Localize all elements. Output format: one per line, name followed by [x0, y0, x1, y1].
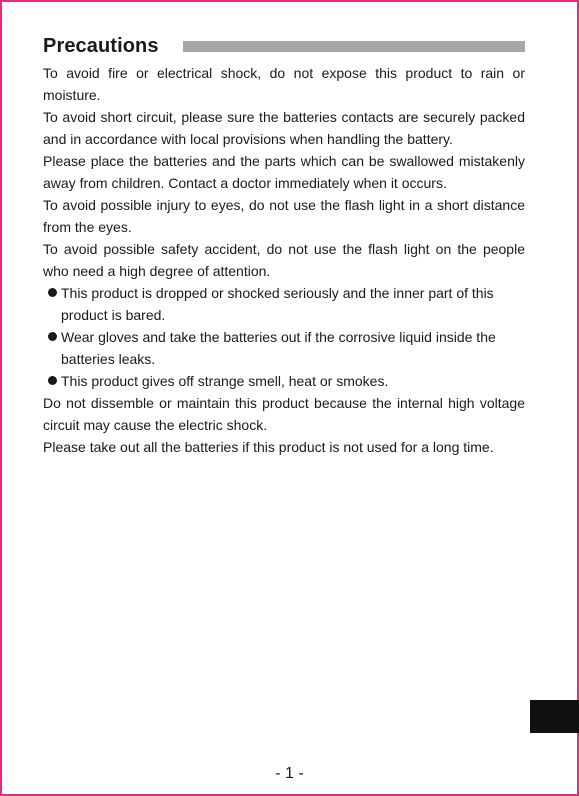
bullet-dot-icon — [48, 288, 57, 297]
list-item-text: This product is dropped or shocked seriously and the inner part of this product is bared. — [61, 285, 494, 323]
precautions-body — [43, 62, 525, 458]
paragraph-short-circuit: To avoid short circuit, please sure the batteries contacts are securely packed and in accordance with local provisions when handling the battery. — [43, 109, 525, 147]
paragraph-safety-accident: To avoid possible safety accident, do not use the flash light on the people who need a high degree of attention. — [43, 241, 525, 279]
list-item — [43, 326, 525, 370]
bullet-dot-icon — [48, 376, 57, 385]
list-item — [43, 370, 525, 392]
chapter-side-tab — [530, 700, 579, 733]
page-number: - 1 - — [275, 765, 304, 782]
title-rule-bar — [183, 41, 525, 52]
list-item-text: This product gives off strange smell, heat or smokes. — [61, 373, 389, 389]
page-title: Precautions — [43, 35, 159, 57]
paragraph-eye-injury: To avoid possible injury to eyes, do not use the flash light in a short distance from the eyes. — [43, 197, 525, 235]
section-header — [43, 33, 525, 59]
paragraph-swallow-hazard: Please place the batteries and the parts which can be swallowed mistakenly away from children. Contact a doctor immediately when it occurs. — [43, 153, 525, 191]
paragraph-do-not-dissemble: Do not dissemble or maintain this product because the internal high voltage circuit may cause the electric shock. — [43, 395, 525, 433]
bullet-dot-icon — [48, 332, 57, 341]
paragraph-remove-batteries: Please take out all the batteries if this product is not used for a long time. — [43, 439, 494, 455]
list-item-text: Wear gloves and take the batteries out if the corrosive liquid inside the batteries leaks. — [61, 329, 496, 367]
bullet-list — [43, 282, 525, 392]
list-item — [43, 282, 525, 326]
paragraph-fire-shock: To avoid fire or electrical shock, do not expose this product to rain or moisture. — [43, 65, 525, 103]
